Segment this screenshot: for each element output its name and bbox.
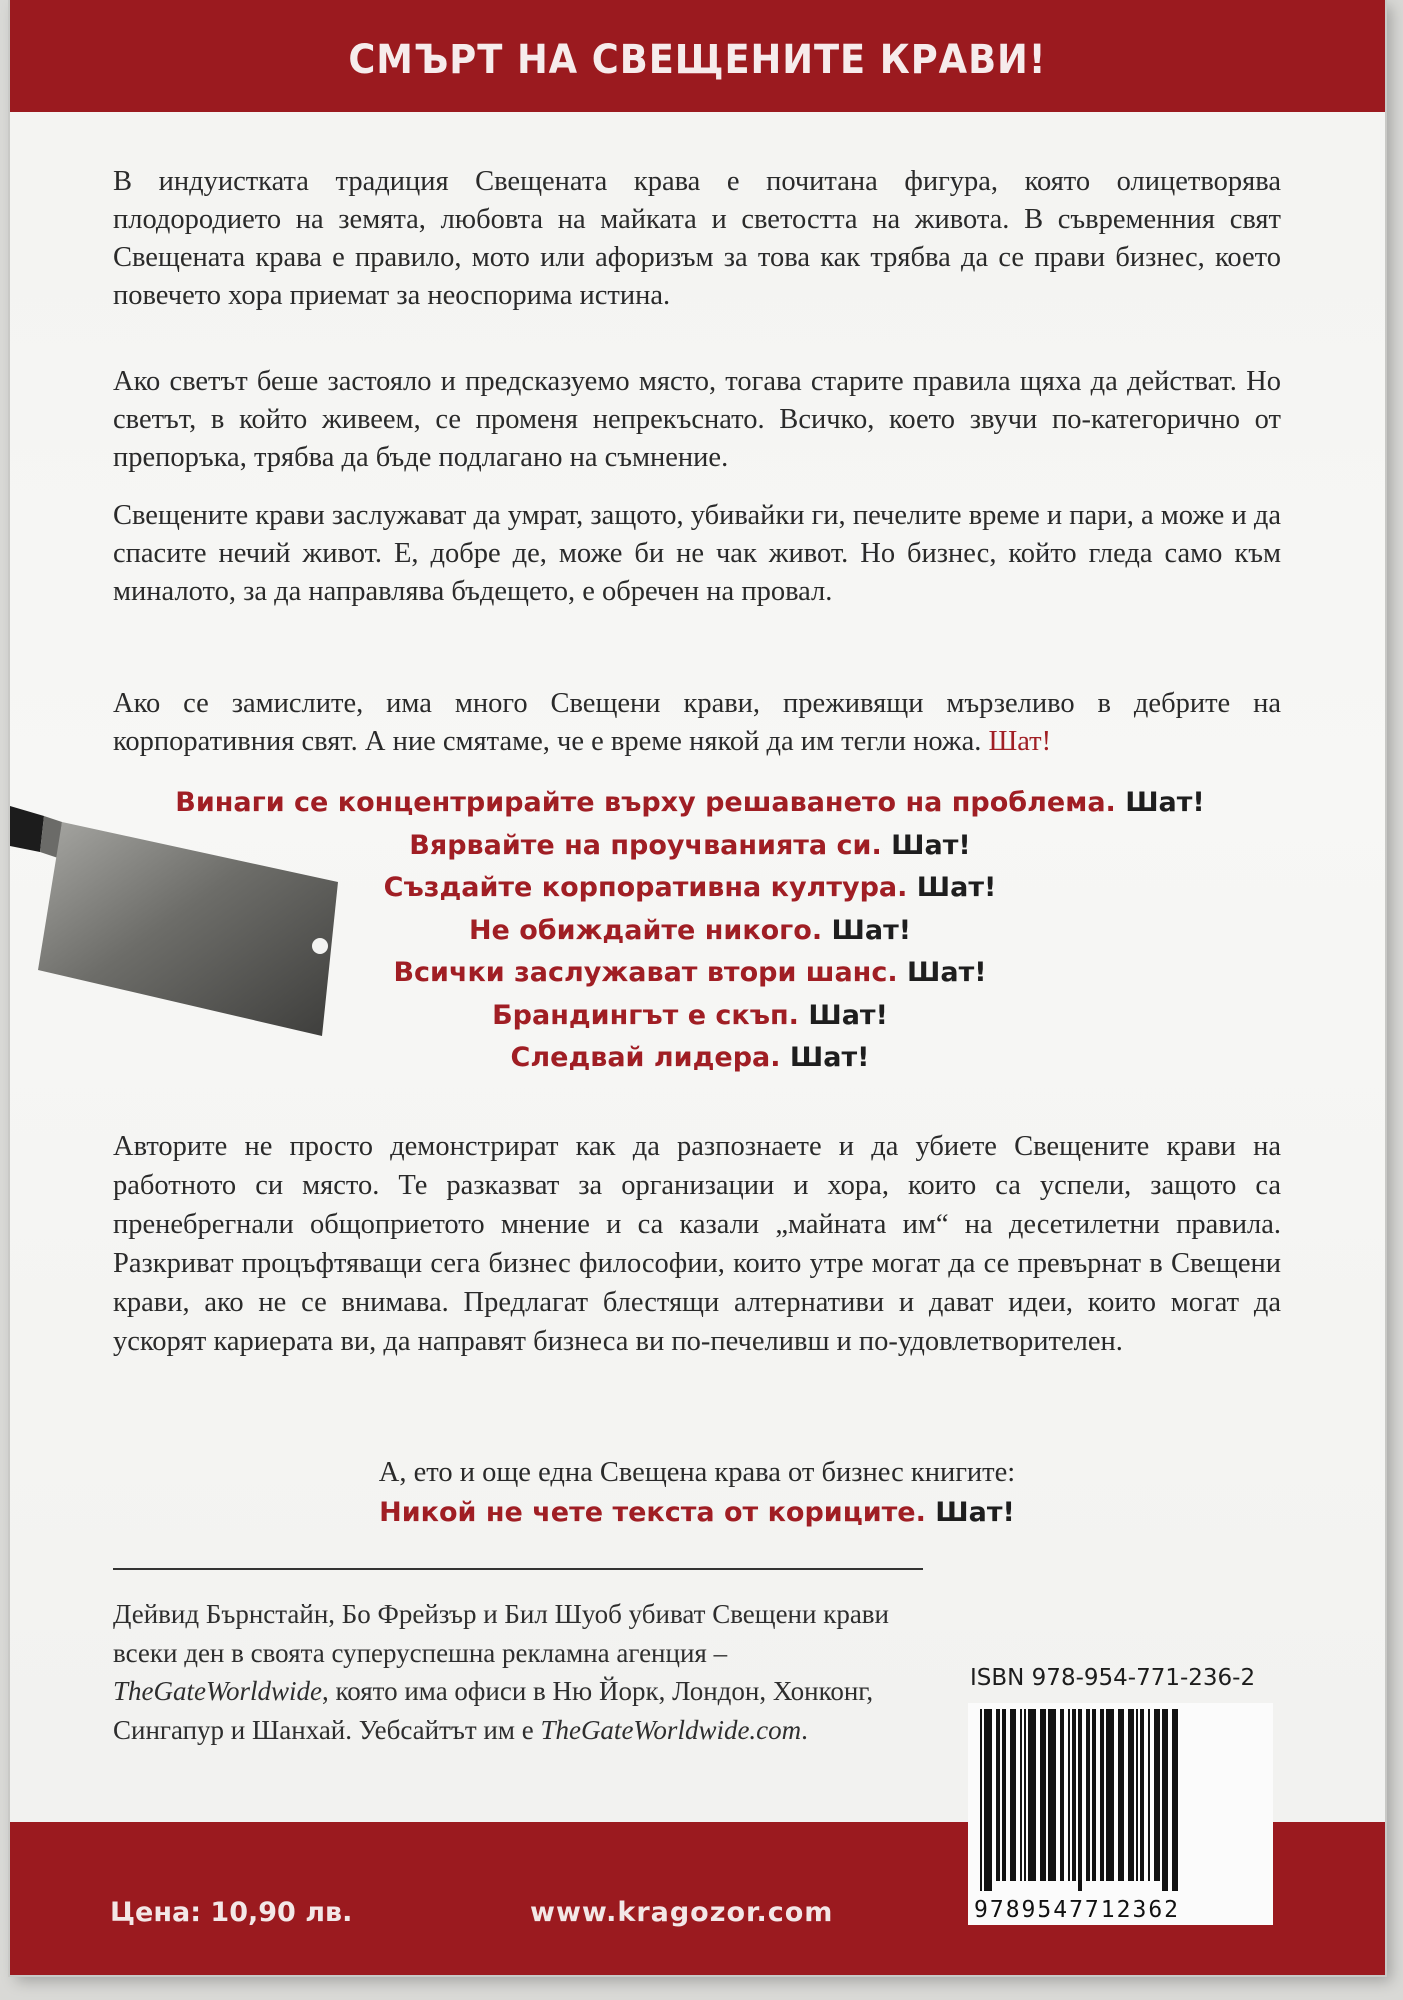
barcode-bar [1162,1709,1168,1891]
slogan-text: Следвай лидера. [510,1042,781,1073]
barcode-bar [1068,1709,1070,1881]
slogan-list [140,782,1240,1080]
barcode-bar [1078,1709,1082,1891]
slogan-item [140,867,1240,910]
paragraph-sacred-cows: Свещените крави заслужават да умрат, защото, убивайки ги, печелите време и пари, а може и да спасите нечий живот. Е, добре де, може би не чак живот. Но бизнес, който гледа само към миналото, за да направлява бъдещето, е обречен на провал. [113,500,1281,607]
divider-rule [113,1568,923,1570]
closing-punchline-text: Никой не чете текста от кориците. [379,1497,926,1528]
slogan-text: Брандингът е скъп. [492,999,799,1031]
barcode-bar [996,1709,1000,1881]
barcode-bar [1020,1709,1022,1881]
paragraph-authors-demonstrate: Авторите не просто демонстрират как да разпознаете и да убиете Свещените крави на работното си място. Те разказват за организации и хора, които са успели, защото са пренебрегнали общоприетото мнение и са казали „майната им“ на десетилетни правила. Разкриват процъфтяващи сега бизнес философии, които утре могат да се превърнат в Свещени крави, ако не се внимава. Предлагат блестящи алтернативи и дават идеи, които могат да ускорят кариерата ви, да направят бизнеса ви по-печеливш и по-удовлетворителен. [113,1131,1281,1357]
slogan-item [140,782,1240,825]
barcode-bar [1172,1709,1178,1891]
cover-title: СМЪРТ НА СВЕЩЕНИТЕ КРАВИ! [348,37,1047,83]
paragraph-world: Ако светът беше застояло и предсказуемо място, тогава старите правила щяха да действат. Но светът, в който живеем, се променя непрекъснато. Всичко, което звучи по-категорично от препоръка, трябва да бъде подлагано на съмнение. [113,366,1281,473]
closing-punchline-suffix: Шат! [935,1497,1015,1528]
barcode-bar [1100,1709,1104,1881]
barcode-bar [984,1709,992,1891]
barcode-bar [1086,1709,1090,1881]
slogan-item [140,952,1240,995]
paragraph-corporate-red: Шат! [988,726,1052,757]
slogan-item [140,910,1240,953]
slogan-suffix: Шат! [831,914,912,946]
slogan-item [140,825,1240,868]
barcode-bar [1002,1709,1006,1881]
isbn-label: ISBN 978-954-771-236-2 [970,1665,1256,1691]
header-band [10,0,1385,112]
barcode-bar [1072,1709,1076,1881]
slogan-suffix: Шат! [891,829,971,861]
barcode-bar [1010,1709,1016,1881]
slogan-text: Всички заслужават втори шанс. [393,957,898,988]
slogan-suffix: Шат! [916,872,997,903]
barcode-bar [1140,1709,1144,1881]
barcode-bar [980,1709,982,1891]
slogan-suffix: Шат! [808,999,888,1031]
author-bio [113,1595,923,1749]
knife-handle [10,806,44,852]
barcode-bar [1136,1709,1138,1881]
barcode-bar [1024,1709,1026,1881]
slogan-suffix: Шат! [789,1042,870,1073]
barcode-bar [1040,1709,1046,1881]
barcode-bar [1048,1709,1056,1881]
barcode-bars [968,1703,1273,1893]
slogan-item [140,995,1240,1038]
agency-website: TheGateWorldwide.com [540,1714,802,1745]
paragraph-corporate-text: Ако се замислите, има много Свещени крави, преживящи мързеливо в дебрите на корпоративния свят. А ние смятаме, че е време някой да им тегли ножа. [113,688,1281,757]
barcode-bar [1118,1709,1124,1881]
author-bio-text: Дейвид Бърнстайн, Бо Фрейзър и Бил Шуоб убиват Свещени крави всеки ден в своята суперуспешна рекламна агенция – [113,1599,889,1668]
barcode-bar [1128,1709,1134,1881]
barcode-bar [1148,1709,1150,1881]
author-bio-offices: , която има офиси в Ню Йорк, Лондон, Хонконг, Сингапур и Шанхай. Уебсайтът им е [113,1676,874,1745]
barcode-bar [1060,1709,1064,1881]
author-bio-end: . [801,1714,808,1745]
slogan-suffix: Шат! [1125,787,1205,818]
publisher-website: www.kragozor.com [530,1897,834,1928]
barcode-bar [1154,1709,1160,1881]
slogan-text: Винаги се концентрирайте върху решаването на проблема. [175,787,1116,818]
barcode-bar [1092,1709,1096,1881]
barcode-digits: 9789547712362 [974,1897,1181,1923]
closing-punchline [113,1497,1281,1528]
price-label: Цена: 10,90 лв. [110,1897,353,1928]
barcode-bar [1106,1709,1114,1881]
paragraph-corporate [113,685,1281,761]
closing-line: А, ето и още една Свещена крава от бизнес книгите: [378,1457,1016,1488]
slogan-text: Вярвайте на проучванията си. [409,829,882,861]
barcode [968,1703,1273,1925]
agency-name: TheGateWorldwide [113,1676,322,1706]
slogan-item [140,1037,1240,1080]
slogan-suffix: Шат! [907,957,987,988]
slogan-text: Създайте корпоративна култура. [383,872,908,903]
book-back-cover [10,0,1385,1975]
paragraph-intro: В индуистката традиция Свещената крава е почитана фигура, която олицетворява плодородието на земята, любовта на майката и светостта на живота. В съвременния свят Свещената крава е правило, мото или афоризъм за това как трябва да се прави бизнес, което повечето хора приемат за неоспорима истина. [113,166,1281,311]
barcode-bar [1028,1709,1036,1881]
slogan-text: Не обиждайте никого. [468,914,823,946]
